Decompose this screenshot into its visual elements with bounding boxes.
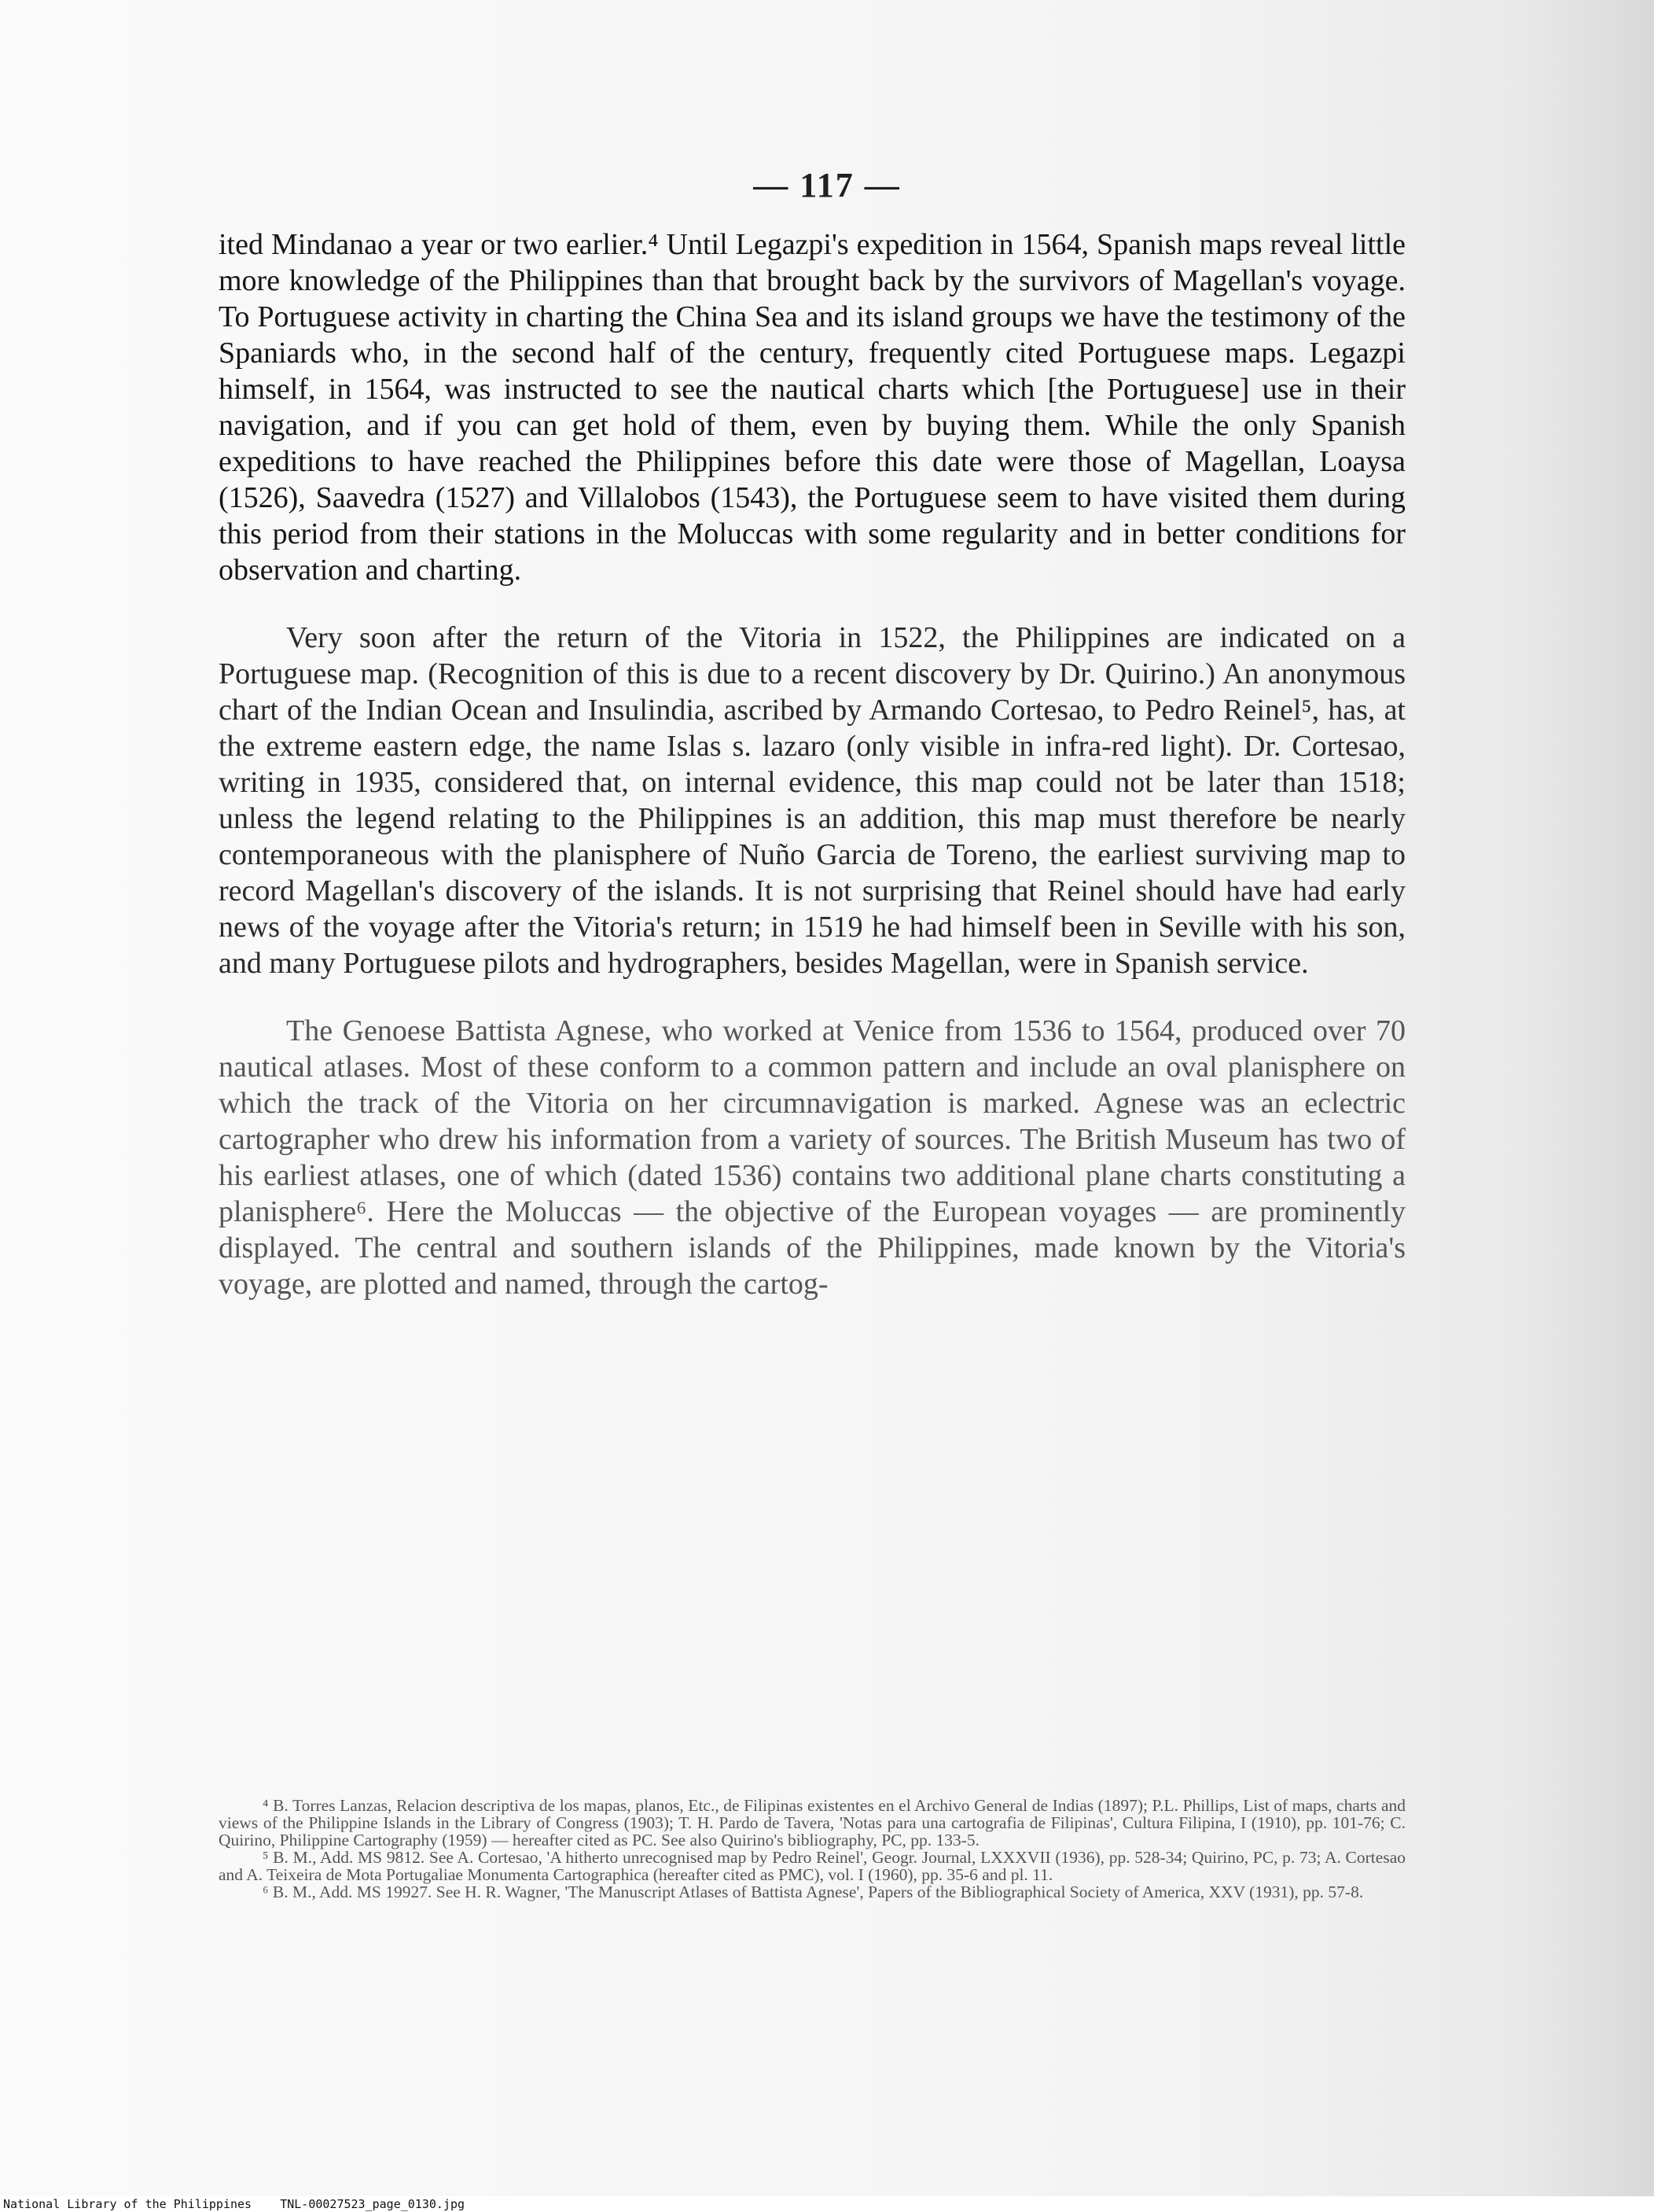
paragraph-2: Very soon after the return of the Vitoria in 1522, the Philippines are indicated on a Portuguese map. (Recognition of this is due to a recent discovery by Dr. Quirino.) An anonymous chart of the Indian Ocean and Insulindia, ascribed by Armando Cortesao, to Pedro Reinel⁵, has, at the extreme eastern edge, the name Islas s. lazaro (only visible in infra-red light). Dr. Cortesao, writing in 1935, considered that, on internal evidence, this map could not be later than 1518; unless the legend relating to the Philippines is an addition, this map must therefore be nearly contemporaneous with the planisphere of Nuño Garcia de Toreno, the earliest surviving map to record Magellan's discovery of the islands. It is not surprising that Reinel should have had early news of the voyage after the Vitoria's return; in 1519 he had himself been in Seville with his son, and many Portuguese pilots and hydrographers, besides Magellan, were in Spanish service. bbox=[219, 621, 1406, 980]
body-text bbox=[219, 226, 1406, 1334]
footnote-5: ⁵ B. M., Add. MS 9812. See A. Cortesao, 'A hitherto unrecognised map by Pedro Reinel', Geogr. Journal, LXXXVII (1936), pp. 528-34; Quirino, PC, p. 73; A. Cortesao and A. Teixeira de Mota Portugaliae Monumenta Cartographica (hereafter cited as PMC), vol. I (1960), pp. 35-6 and pl. 11. bbox=[219, 1848, 1406, 1884]
paragraph-3: The Genoese Battista Agnese, who worked at Venice from 1536 to 1564, produced over 70 nautical atlases. Most of these conform to a common pattern and include an oval planisphere on which the track of the Vitoria on her circumnavigation is marked. Agnese was an eclectric cartographer who drew his information from a variety of sources. The British Museum has two of his earliest atlases, one of which (dated 1536) contains two additional plane charts constituting a planisphere⁶. Here the Moluccas — the objective of the European voyages — are prominently displayed. The central and southern islands of the Philippines, made known by the Vitoria's voyage, are plotted and named, through the cartog- bbox=[219, 1014, 1406, 1301]
footer-library: National Library of the Philippines bbox=[3, 2197, 252, 2211]
footer-filename: TNL-00027523_page_0130.jpg bbox=[280, 2197, 465, 2211]
page-number: — 117 — bbox=[753, 166, 901, 204]
scan-footer bbox=[0, 2196, 1654, 2212]
paragraph-1: ited Mindanao a year or two earlier.⁴ Until Legazpi's expedition in 1564, Spanish maps reveal little more knowledge of the Philippines than that brought back by the survivors of Magellan's voyage. To Portuguese activity in charting the China Sea and its island groups we have the testimony of the Spaniards who, in the second half of the century, frequently cited Portuguese maps. Legazpi himself, in 1564, was instructed to see the nautical charts which [the Portuguese] use in their navigation, and if you can get hold of them, even by buying them. While the only Spanish expeditions to have reached the Philippines before this date were those of Magellan, Loaysa (1526), Saavedra (1527) and Villalobos (1543), the Portuguese seem to have visited them during this period from their stations in the Moluccas with some regularity and in better conditions for observation and charting. bbox=[219, 228, 1406, 587]
footnotes bbox=[219, 1797, 1406, 1901]
footnote-4: ⁴ B. Torres Lanzas, Relacion descriptiva de los mapas, planos, Etc., de Filipinas existentes en el Archivo General de Indias (1897); P.L. Phillips, List of maps, charts and views of the Philippine Islands in the Library of Congress (1903); T. H. Pardo de Tavera, 'Notas para una cartografia de Filipinas', Cultura Filipina, I (1910), pp. 101-76; C. Quirino, Philippine Cartography (1959) — hereafter cited as PC. See also Quirino's bibliography, PC, pp. 133-5. bbox=[219, 1796, 1406, 1849]
footnote-6: ⁶ B. M., Add. MS 19927. See H. R. Wagner, 'The Manuscript Atlases of Battista Agnese', Papers of the Bibliographical Society of America, XXV (1931), pp. 57-8. bbox=[263, 1883, 1364, 1901]
